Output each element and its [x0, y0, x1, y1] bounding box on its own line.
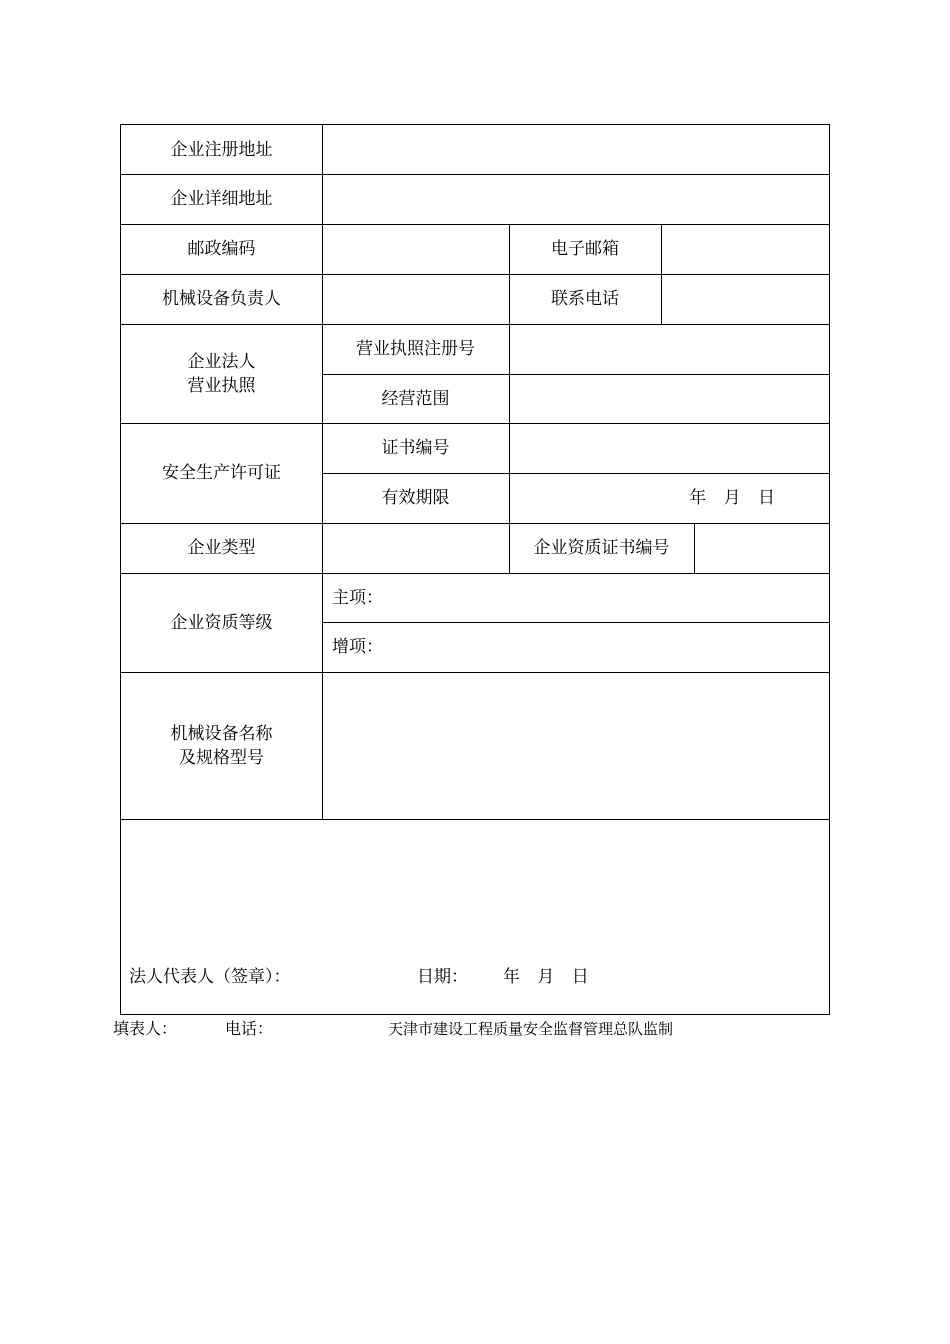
label-business-scope: 经营范围	[381, 388, 450, 409]
value-phone[interactable]	[661, 274, 829, 324]
label-legal-license-line2: 营业执照	[187, 375, 256, 396]
label-qual-level: 企业资质等级	[170, 612, 273, 633]
label-reg-address: 企业注册地址	[170, 139, 273, 160]
label-enterprise-type: 企业类型	[187, 538, 256, 558]
value-cert-no[interactable]	[509, 423, 829, 473]
value-equipment-name[interactable]	[322, 672, 829, 819]
label-extra-item[interactable]: 增项：	[332, 637, 383, 657]
value-detail-address[interactable]	[322, 174, 829, 224]
label-main-item[interactable]: 主项：	[332, 587, 383, 608]
label-legal-license-line1: 企业法人	[187, 351, 256, 372]
label-license-reg-no: 营业执照注册号	[356, 339, 475, 359]
label-legal-license	[121, 324, 322, 423]
filler-label: 填表人：	[113, 1019, 178, 1038]
label-equipment-name-line1: 机械设备名称	[170, 723, 273, 744]
label-cert-no: 证书编号	[381, 438, 450, 458]
label-email: 电子邮箱	[551, 239, 619, 259]
sign-date-label: 日期：	[417, 967, 468, 987]
value-equipment-manager[interactable]	[322, 274, 509, 324]
value-postcode[interactable]	[322, 224, 509, 274]
label-equipment-name	[121, 672, 322, 819]
value-qual-cert-no[interactable]	[694, 523, 829, 573]
value-license-reg-no[interactable]	[509, 324, 829, 374]
value-email[interactable]	[661, 224, 829, 274]
issuer-text: 天津市建设工程质量安全监督管理总队监制	[388, 1020, 674, 1038]
value-enterprise-type[interactable]	[322, 523, 509, 573]
value-valid-period[interactable]	[509, 473, 829, 523]
label-phone: 联系电话	[551, 289, 619, 309]
label-equipment-manager: 机械设备负责人	[162, 289, 281, 309]
label-detail-address: 企业详细地址	[170, 189, 273, 209]
sign-date-value: 年 月 日	[503, 967, 589, 987]
registration-form-table	[120, 124, 830, 1015]
value-reg-address[interactable]	[322, 125, 829, 174]
value-business-scope[interactable]	[509, 374, 829, 423]
label-postcode: 邮政编码	[187, 239, 256, 259]
valid-date-text: 年 月 日	[689, 488, 775, 508]
legal-rep-signature-label: 法人代表人（签章）：	[129, 967, 291, 987]
label-equipment-name-line2: 及规格型号	[179, 747, 264, 768]
label-safety-permit: 安全生产许可证	[162, 463, 281, 483]
label-valid-period: 有效期限	[381, 488, 450, 508]
tel-label: 电话：	[225, 1019, 274, 1038]
label-qual-cert-no: 企业资质证书编号	[533, 538, 670, 558]
